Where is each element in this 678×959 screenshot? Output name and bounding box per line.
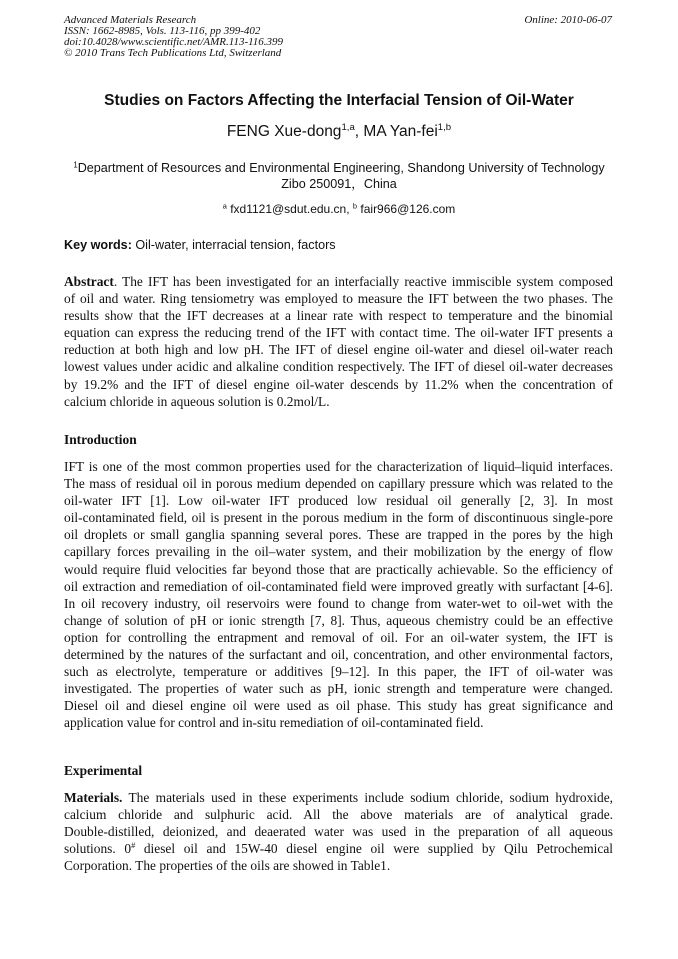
run-in-heading: Abstract	[64, 274, 114, 289]
affiliation-line: Department of Resources and Environmental Engineering, Shandong University of Technology	[77, 161, 605, 175]
text-line: would require fluid velocities far beyond those that are practically achievable. So the efficiency of	[64, 561, 613, 577]
authors: FENG Xue-dong$^{1,a}$, MA Yan-fei$^{1,b}$	[226, 122, 452, 140]
text-line: In oil recovery industry, oil reservoirs were found to change from water-wet to oil-wet with the	[64, 595, 613, 611]
text-run: diesel oil and 15W-40 diesel engine oil were supplied by Qilu Petrochemical	[135, 841, 613, 857]
text-run: . The IFT has been investigated for an interfacially reactive immiscible system composed	[113, 274, 613, 289]
text-line	[64, 840, 613, 857]
journal-name: Advanced Materials Research	[64, 14, 197, 26]
text-line: calcium chloride in aqueous solution is 0.2mol/L.	[64, 393, 330, 409]
emails	[0, 202, 678, 216]
text-line: Diesel oil and diesel engine oil were used as oil phase. This study has great significance and	[64, 698, 613, 714]
text-run: The materials used in these experiments include sodium chloride, sodium hydroxide,	[122, 790, 613, 805]
affiliation	[0, 160, 678, 192]
email-sup: b	[352, 201, 358, 211]
text-line: option for controlling the entrapment and removal of oil. For an oil-water system, the IFT is	[64, 629, 613, 645]
keywords-label: Key words:	[64, 238, 132, 252]
text-line: capillary forces prevailing in the oil–water system, and their mobilization by the energy of flow	[64, 544, 613, 560]
author-sup: 1,b	[437, 122, 452, 134]
introduction-body	[64, 458, 613, 732]
text-line: oil droplets or small ganglia spanning several pores. These are trapped in the pores by the high	[64, 527, 613, 543]
text-line: IFT is one of the most common properties used for the characterization of liquid–liquid interfaces.	[64, 459, 613, 474]
author-sup: 1,a	[341, 122, 355, 134]
keywords-text: Oil-water, interracial tension, factors	[135, 238, 336, 252]
text-line: determined by the natures of the surfactant and oil, concentration, and other environmental factors,	[64, 647, 613, 663]
email-link[interactable]: fxd1121@sdut.edu.cn,	[230, 202, 350, 216]
affiliation-line: Zibo 250091，China	[281, 177, 397, 191]
section-heading-experimental: Experimental	[64, 763, 143, 778]
superscript: #	[131, 841, 136, 851]
doi: doi:10.4028/www.scientific.net/AMR.113-116.399	[64, 36, 284, 48]
text-run: solutions. 0	[64, 841, 132, 857]
keywords	[64, 238, 336, 252]
copyright: © 2010 Trans Tech Publications Ltd, Switzerland	[64, 47, 282, 59]
abstract	[64, 273, 613, 410]
email-link[interactable]: fair966@126.com	[360, 202, 456, 216]
text-line: oil-contaminated field, oil is present in the porous medium in the form of discontinuous single-pore	[64, 510, 613, 526]
text-line: application value for control and in-situ remediation of oil-contaminated field.	[64, 715, 484, 731]
text-line: calcium chloride and sulphuric acid. All the above materials are of analytical grade.	[64, 807, 613, 823]
text-line: oil-water IFT [1]. Low oil-water IFT produced low residual oil generally [2, 3]. In most	[64, 493, 613, 509]
materials-paragraph	[64, 789, 613, 874]
text-line: Double-distilled, deionized, and deaerated water was used in the preparation of all aqueous	[64, 824, 613, 840]
text-line: by 19.2% and the IFT of diesel engine oil-water descends by 11.2% when the concentration of	[64, 376, 613, 392]
text-line: The mass of residual oil in porous medium depended on capillary pressure which was related to the	[64, 476, 613, 492]
text-line: equation can express the reducing trend of the IFT with contact time. The oil-water IFT presents a	[64, 325, 613, 341]
text-line: results show that the IFT decreases at a linear rate with respect to temperature and the binomial	[64, 308, 613, 324]
text-line: reduction at both high and low pH. The IFT of diesel engine oil-water and diesel oil-water reach	[64, 342, 613, 358]
text-line	[64, 273, 613, 290]
issn: ISSN: 1662-8985, Vols. 113-116, pp 399-402	[64, 25, 261, 37]
author-name: FENG Xue-dong	[226, 123, 342, 140]
text-line: investigated. The properties of water such as pH, ionic strength and temperature were changed.	[64, 681, 613, 697]
author-name: MA Yan-fei	[363, 123, 438, 140]
journal-info	[64, 15, 283, 59]
run-in-heading: Materials.	[64, 790, 123, 805]
text-line: change of solution of pH or ionic strength [7, 8]. Thus, aqueous chemistry could be an effective	[64, 612, 613, 628]
text-line: Corporation. The properties of the oils are showed in Table1.	[64, 858, 391, 874]
text-line	[64, 789, 613, 806]
affiliation-sup: 1	[73, 160, 78, 170]
text-line: oil extraction and remediation of oil-contaminated field were improved greatly with surfactant [4-6].	[64, 578, 613, 594]
online-date: Online: 2010-06-07	[524, 14, 612, 26]
text-line: such as electrolyte, temperature or additives [9–12]. In this paper, the IFT of oil-water was	[64, 664, 613, 680]
text-line: of oil and water. Ring tensiometry was employed to measure the IFT between the two phases. The	[64, 291, 613, 307]
paper-title: Studies on Factors Affecting the Interfacial Tension of Oil-Water	[104, 92, 574, 109]
section-heading-introduction: Introduction	[64, 432, 137, 447]
email-sup: a	[222, 201, 227, 211]
text-line: lowest values under acidic and alkaline condition respectively. The IFT of diesel oil-water decreases	[64, 359, 613, 375]
